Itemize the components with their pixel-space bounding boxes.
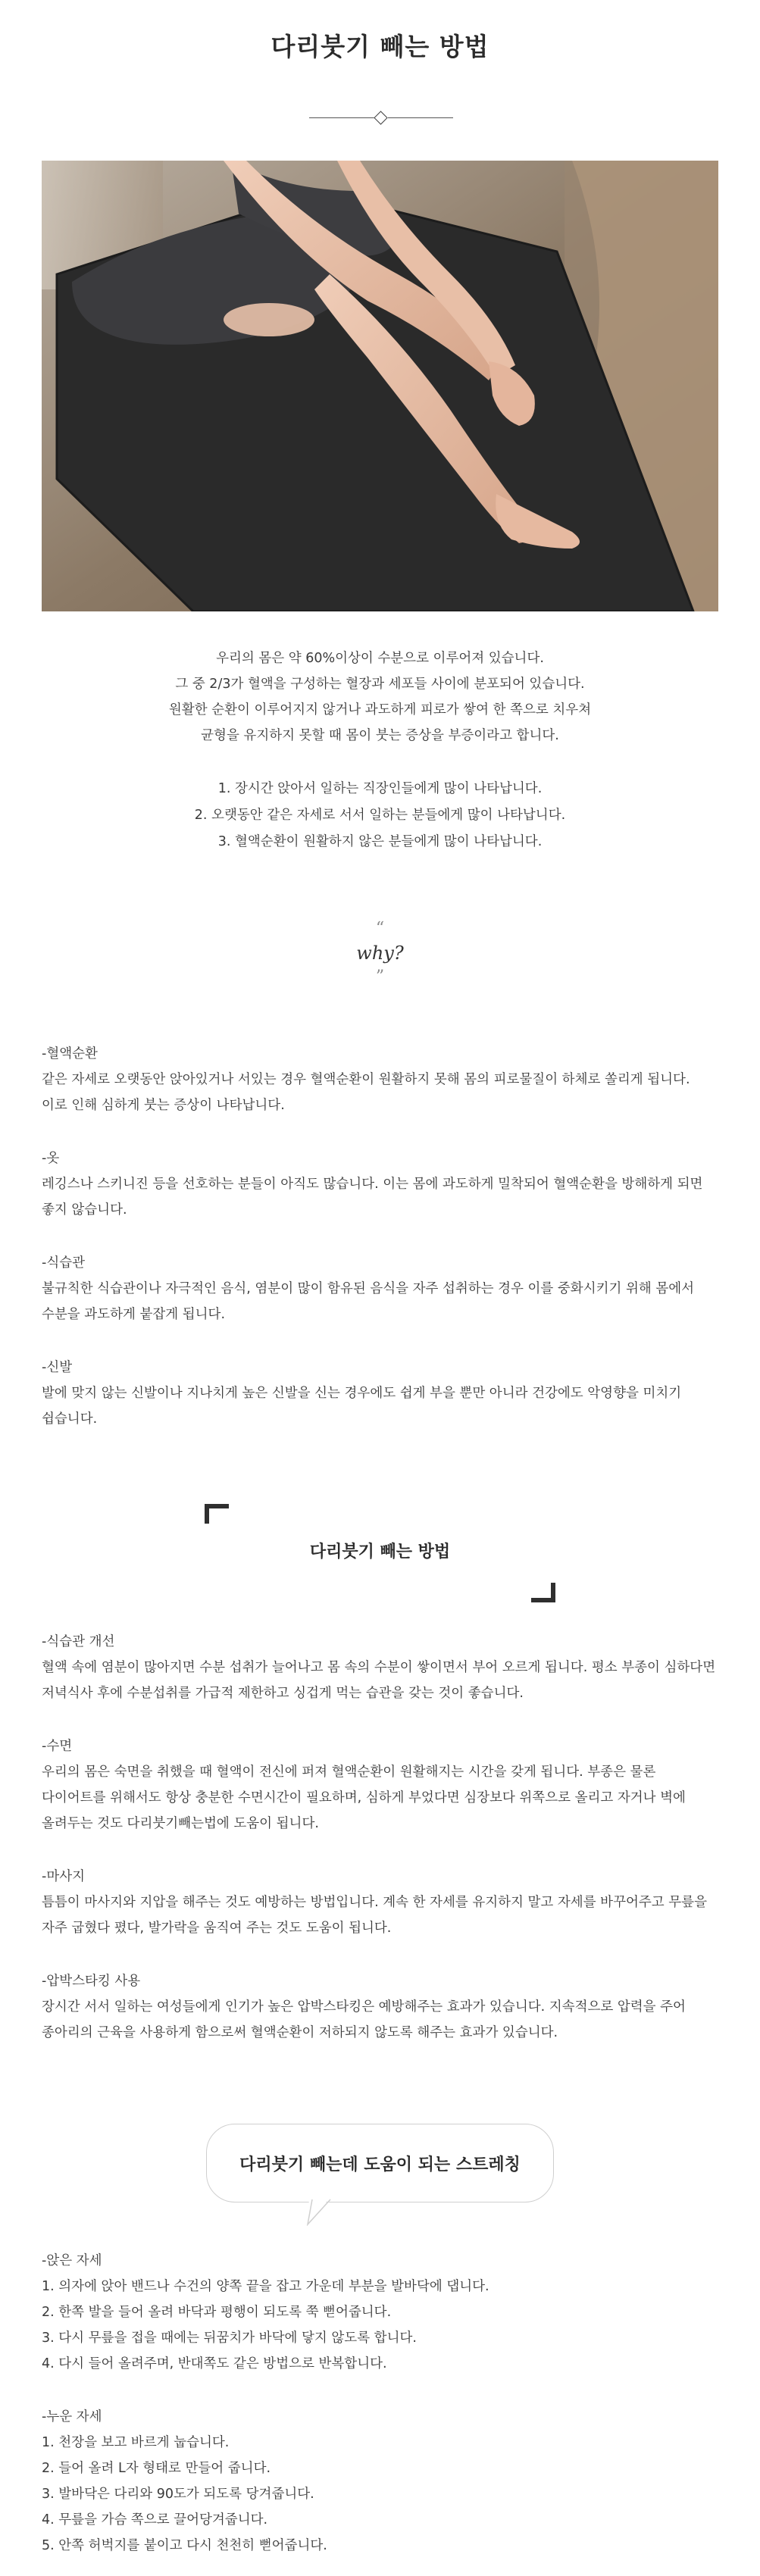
section-title-stretching: [206, 2124, 554, 2202]
cause-heading: -혈액순환: [42, 1046, 98, 1061]
stretch-heading: -누운 자세: [42, 2409, 102, 2424]
intro-line: 그 중 2/3가 혈액을 구성하는 혈장과 세포들 사이에 분포되어 있습니다.: [175, 677, 585, 692]
why-label: why?: [356, 943, 404, 964]
intro-list-item: 3. 혈액순환이 원활하지 않은 분들에게 많이 나타납니다.: [217, 834, 543, 849]
method-text: 혈액 속에 염분이 많아지면 수분 섭취가 늘어나고 몸 속의 수분이 쌓이면서 부어 오르게 됩니다. 평소 부종이 심하다면 저녁식사 후에 수분섭취를 가급적 제한하고 싱겁게 먹는 습관을 갖는 것이 좋습니다.: [42, 1660, 716, 1701]
why-quote-block: [0, 920, 760, 986]
title-divider-ornament: [309, 112, 453, 124]
open-quote-icon: “: [375, 919, 385, 938]
intro-list-item: 1. 장시간 앉아서 일하는 직장인들에게 많이 나타납니다.: [217, 781, 543, 796]
stretch-section-lying: [42, 2404, 718, 2559]
stretch-section-sitting: [42, 2248, 718, 2377]
method-text: 우리의 몸은 숙면을 취했을 때 혈액이 전신에 퍼져 혈액순환이 원활해지는 시간을 갖게 됩니다. 부종은 물론 다이어트를 위해서도 항상 충분한 수면시간이 필요하며, 심하게 부었다면 심장보다 위쪽으로 올리고 자거나 벽에 올려두는 것도 다리붓기빼는법에 도움이 됩니다.: [42, 1765, 686, 1831]
hero-photo-stretching-on-yoga-mat: [42, 161, 718, 611]
cause-heading: -옷: [42, 1151, 60, 1166]
section-heading: 다리붓기 빼는데 도움이 되는 스트레칭: [239, 2156, 521, 2174]
cause-section-shoes: [42, 1355, 718, 1432]
cause-heading: -신발: [42, 1360, 73, 1375]
cause-text: 발에 맞지 않는 신발이나 지나치게 높은 신발을 신는 경우에도 쉽게 부을 뿐만 아니라 건강에도 악영향을 미치기 쉽습니다.: [42, 1386, 682, 1427]
close-quote-icon: ”: [375, 968, 385, 986]
stretch-step: 1. 천장을 보고 바르게 눕습니다.: [42, 2435, 230, 2450]
method-heading: -마사지: [42, 1869, 86, 1884]
cause-heading: -식습관: [42, 1255, 86, 1271]
method-heading: -수면: [42, 1739, 73, 1754]
method-heading: -압박스타킹 사용: [42, 1974, 141, 1989]
stretch-step: 2. 들어 올려 L자 형태로 만들어 줍니다.: [42, 2461, 271, 2476]
cause-text: 불규칙한 식습관이나 자극적인 음식, 염분이 많이 함유된 음식을 자주 섭취하는 경우 이를 중화시키기 위해 몸에서 수분을 과도하게 붙잡게 됩니다.: [42, 1281, 695, 1322]
cause-section-diet: [42, 1250, 718, 1327]
corner-bracket-bottom-right: [531, 1583, 555, 1602]
cause-section-blood-circulation: [42, 1041, 718, 1118]
intro-line: 원활한 순환이 이루어지지 않거나 과도하게 피로가 쌓여 한 쪽으로 치우쳐: [168, 702, 592, 717]
stretch-step: 5. 안쪽 허벅지를 붙이고 다시 천천히 뻗어줍니다.: [42, 2538, 327, 2553]
section-heading: 다리붓기 빼는 방법: [309, 1543, 451, 1562]
stretch-step: 3. 다시 무릎을 접을 때에는 뒤꿈치가 바닥에 닿지 않도록 합니다.: [42, 2331, 417, 2346]
method-section-massage: [42, 1864, 718, 1941]
divider-line-left: [309, 117, 374, 118]
cause-section-clothes: [42, 1146, 718, 1223]
method-heading: -식습관 개선: [42, 1634, 115, 1649]
stretch-step: 4. 다시 들어 올려주며, 반대쪽도 같은 방법으로 반복합니다.: [42, 2356, 387, 2371]
intro-line: 우리의 몸은 약 60%이상이 수분으로 이루어져 있습니다.: [216, 651, 544, 666]
stretch-step: 1. 의자에 앉아 밴드나 수건의 양쪽 끝을 잡고 가운데 부분을 발바닥에 댑니다.: [42, 2279, 489, 2294]
divider-line-right: [388, 117, 453, 118]
intro-list: [0, 776, 760, 855]
stretch-step: 3. 발바닥은 다리와 90도가 되도록 당겨줍니다.: [42, 2487, 314, 2502]
hero-illustration: [42, 161, 718, 611]
method-text: 장시간 서서 일하는 여성들에게 인기가 높은 압박스타킹은 예방해주는 효과가 있습니다. 지속적으로 압력을 주어 종아리의 근육을 사용하게 함으로써 혈액순환이 저하되지 않도록 해주는 효과가 있습니다.: [42, 1999, 686, 2040]
intro-line: 균형을 유지하지 못할 때 몸이 붓는 증상을 부증이라고 합니다.: [201, 728, 559, 743]
speech-bubble-tail: [305, 2197, 335, 2226]
diamond-icon: [374, 111, 387, 124]
method-section-compression-stockings: [42, 1968, 718, 2046]
corner-bracket-top-left: [205, 1504, 229, 1524]
cause-text: 레깅스나 스키니진 등을 선호하는 분들이 아직도 많습니다. 이는 몸에 과도하게 밀착되어 혈액순환을 방해하게 되면 좋지 않습니다.: [42, 1177, 703, 1218]
cause-text: 같은 자세로 오랫동안 앉아있거나 서있는 경우 혈액순환이 원활하지 못해 몸의 피로물질이 하체로 쏠리게 됩니다. 이로 인해 심하게 붓는 증상이 나타납니다.: [42, 1072, 690, 1113]
method-section-sleep: [42, 1733, 718, 1837]
stretch-step: 2. 한쪽 발을 들어 올려 바닥과 평행이 되도록 쭉 뻗어줍니다.: [42, 2305, 392, 2320]
method-text: 틈틈이 마사지와 지압을 해주는 것도 예방하는 방법입니다. 계속 한 자세를 유지하지 말고 자세를 바꾸어주고 무릎을 자주 굽혔다 폈다, 발가락을 움직여 주는 것도 도움이 됩니다.: [42, 1895, 707, 1936]
intro-paragraph: [0, 646, 760, 749]
intro-list-item: 2. 오랫동안 같은 자세로 서서 일하는 분들에게 많이 나타납니다.: [194, 808, 566, 823]
page-title: 다리붓기 빼는 방법: [271, 32, 489, 61]
stretch-heading: -앉은 자세: [42, 2253, 102, 2268]
stretch-step: 4. 무릎을 가슴 쪽으로 끌어당겨줍니다.: [42, 2512, 268, 2528]
method-section-diet: [42, 1629, 718, 1706]
section-title-methods: [205, 1504, 555, 1602]
